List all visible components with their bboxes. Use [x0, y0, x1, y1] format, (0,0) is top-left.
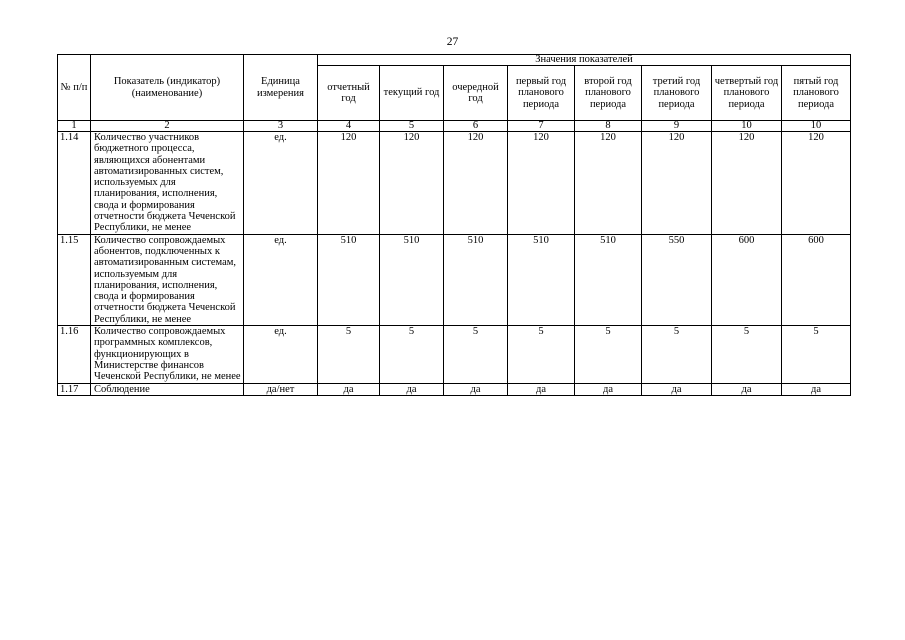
header-values-group: Значения показателей: [318, 55, 851, 66]
column-number: 2: [91, 121, 244, 132]
column-number: 8: [575, 121, 642, 132]
value-cell: 120: [575, 132, 642, 235]
indicators-table: [57, 54, 851, 396]
indicator-name: Количество сопровождаемых абонентов, подключенных к автоматизированным системам, используемым для планирования, исполнения, свода и формирования отчетности бюджета Чеченской Республики, не менее: [91, 234, 244, 325]
column-number: 10: [782, 121, 851, 132]
column-number: 5: [380, 121, 444, 132]
value-cell: 510: [508, 234, 575, 325]
unit-cell: да/нет: [244, 383, 318, 395]
value-cell: 550: [642, 234, 712, 325]
value-cell: 120: [318, 132, 380, 235]
header-unit: Единица измерения: [244, 55, 318, 121]
page-number: 27: [446, 36, 459, 48]
value-cell: 510: [444, 234, 508, 325]
value-cell: 120: [444, 132, 508, 235]
column-number: 9: [642, 121, 712, 132]
value-cell: да: [318, 383, 380, 395]
value-cell: 5: [575, 326, 642, 383]
value-cell: 5: [444, 326, 508, 383]
value-cell: 5: [508, 326, 575, 383]
value-cell: 510: [575, 234, 642, 325]
row-number: 1.14: [58, 132, 91, 235]
unit-cell: ед.: [244, 326, 318, 383]
row-number: 1.16: [58, 326, 91, 383]
value-cell: да: [642, 383, 712, 395]
value-cell: 600: [712, 234, 782, 325]
header-num: № п/п: [58, 55, 91, 121]
column-number: 4: [318, 121, 380, 132]
value-cell: 120: [642, 132, 712, 235]
column-number: 10: [712, 121, 782, 132]
unit-cell: ед.: [244, 132, 318, 235]
header-period: отчетный год: [318, 66, 380, 121]
value-cell: да: [782, 383, 851, 395]
value-cell: 5: [712, 326, 782, 383]
value-cell: да: [575, 383, 642, 395]
table-row: [58, 132, 851, 235]
value-cell: 510: [380, 234, 444, 325]
value-cell: 120: [380, 132, 444, 235]
header-period: текущий год: [380, 66, 444, 121]
value-cell: 5: [318, 326, 380, 383]
indicator-name: Количество участников бюджетного процесса, являющихся абонентами автоматизированных систем, используемых для планирования, исполнения, свода и формирования отчетности бюджета Чеченской Республики, не менее: [91, 132, 244, 235]
header-indicator: Показатель (индикатор) (наименование): [91, 55, 244, 121]
value-cell: да: [380, 383, 444, 395]
value-cell: да: [712, 383, 782, 395]
value-cell: 5: [782, 326, 851, 383]
table-row: [58, 234, 851, 325]
header-period: очередной год: [444, 66, 508, 121]
indicator-name: Соблюдение: [91, 383, 244, 395]
value-cell: 120: [508, 132, 575, 235]
value-cell: 5: [642, 326, 712, 383]
value-cell: 510: [318, 234, 380, 325]
value-cell: да: [444, 383, 508, 395]
header-period: первый год планового периода: [508, 66, 575, 121]
header-period: пятый год планового периода: [782, 66, 851, 121]
value-cell: 600: [782, 234, 851, 325]
value-cell: 120: [782, 132, 851, 235]
column-number: 1: [58, 121, 91, 132]
column-number: 6: [444, 121, 508, 132]
header-period: третий год планового периода: [642, 66, 712, 121]
value-cell: да: [508, 383, 575, 395]
column-number-row: [58, 121, 851, 132]
column-number: 3: [244, 121, 318, 132]
indicator-name: Количество сопровождаемых программных комплексов, функционирующих в Министерстве финансов Чеченской Республики, не менее: [91, 326, 244, 383]
column-number: 7: [508, 121, 575, 132]
header-period: четвертый год планового периода: [712, 66, 782, 121]
header-period: второй год планового периода: [575, 66, 642, 121]
table-row: [58, 383, 851, 395]
unit-cell: ед.: [244, 234, 318, 325]
value-cell: 120: [712, 132, 782, 235]
row-number: 1.17: [58, 383, 91, 395]
table-row: [58, 326, 851, 383]
row-number: 1.15: [58, 234, 91, 325]
value-cell: 5: [380, 326, 444, 383]
